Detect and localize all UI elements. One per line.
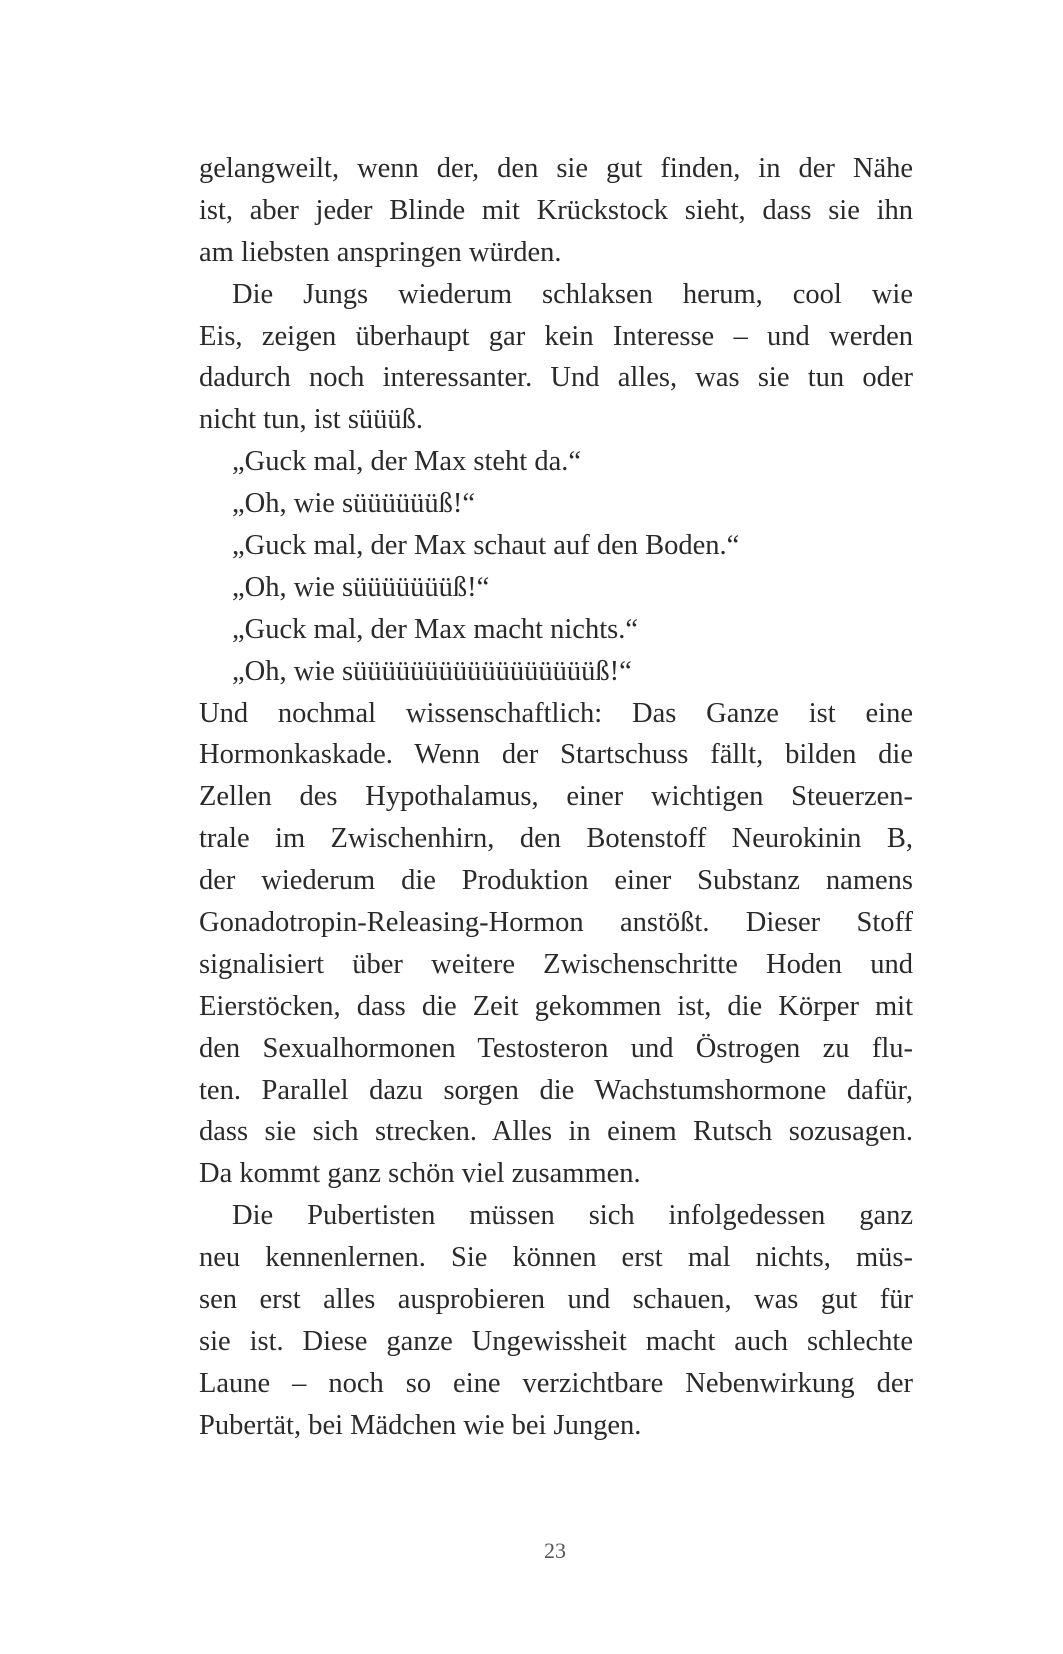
text-line: ist, aber jeder Blinde mit Krückstock sieht, dass sie ihn [199, 194, 913, 226]
text-line: „Oh, wie süüüüüüß!“ [232, 488, 475, 520]
text-line: nicht tun, ist süüüß. [199, 404, 424, 436]
text-line: „Guck mal, der Max macht nichts.“ [232, 613, 638, 645]
text-line: Zellen des Hypothalamus, einer wichtigen Steuerzen- [199, 781, 913, 813]
text-line: Pubertät, bei Mädchen wie bei Jungen. [199, 1409, 642, 1441]
text-line: „Guck mal, der Max schaut auf den Boden.“ [232, 530, 740, 562]
text-line: Die Jungs wiederum schlaksen herum, cool wie [232, 278, 913, 310]
text-line: dass sie sich strecken. Alles in einem Rutsch sozusagen. [199, 1116, 913, 1148]
text-line: ten. Parallel dazu sorgen die Wachstumshormone dafür, [199, 1074, 913, 1106]
text-line: der wiederum die Produktion einer Substanz namens [199, 865, 913, 897]
text-line: trale im Zwischenhirn, den Botenstoff Neurokinin B, [199, 823, 913, 855]
page-number: 23 [544, 1538, 566, 1563]
paragraph [199, 483, 913, 525]
text-line: „Oh, wie süüüüüüüß!“ [232, 571, 490, 603]
text-line: Die Pubertisten müssen sich infolgedessen ganz [232, 1200, 913, 1232]
paragraph [199, 567, 913, 609]
text-line: Eierstöcken, dass die Zeit gekommen ist, die Körper mit [199, 990, 913, 1022]
paragraph [199, 693, 913, 1196]
text-line: gelangweilt, wenn der, den sie gut finden, in der Nähe [199, 153, 913, 184]
body-text [199, 148, 913, 1447]
text-line: signalisiert über weitere Zwischenschritte Hoden und [199, 948, 913, 980]
text-line: Da kommt ganz schön viel zusammen. [199, 1158, 641, 1190]
text-line: Gonadotropin-Releasing-Hormon anstößt. Dieser Stoff [199, 907, 913, 939]
text-line: dadurch noch interessanter. Und alles, was sie tun oder [199, 362, 913, 394]
paragraph [199, 1195, 913, 1446]
text-line: am liebsten anspringen würden. [199, 236, 562, 268]
paragraph [199, 274, 913, 442]
text-line: Laune – noch so eine verzichtbare Nebenwirkung der [199, 1367, 913, 1399]
paragraph [199, 609, 913, 651]
text-line: sen erst alles ausprobieren und schauen, was gut für [199, 1284, 913, 1316]
text-line: „Oh, wie süüüüüüüüüüüüüüüüüß!“ [232, 655, 632, 687]
text-line: „Guck mal, der Max steht da.“ [232, 446, 581, 478]
text-line: den Sexualhormonen Testosteron und Östrogen zu flu- [199, 1032, 913, 1064]
text-line: neu kennenlernen. Sie können erst mal nichts, müs- [199, 1242, 913, 1274]
paragraph [199, 441, 913, 483]
text-line: Hormonkaskade. Wenn der Startschuss fällt, bilden die [199, 739, 913, 771]
paragraph [199, 525, 913, 567]
text-line: Eis, zeigen überhaupt gar kein Interesse – und werden [199, 320, 913, 352]
paragraph [199, 651, 913, 693]
text-line: Und nochmal wissenschaftlich: Das Ganze ist eine [199, 697, 913, 729]
paragraph [199, 148, 913, 274]
text-line: sie ist. Diese ganze Ungewissheit macht auch schlechte [199, 1325, 913, 1357]
